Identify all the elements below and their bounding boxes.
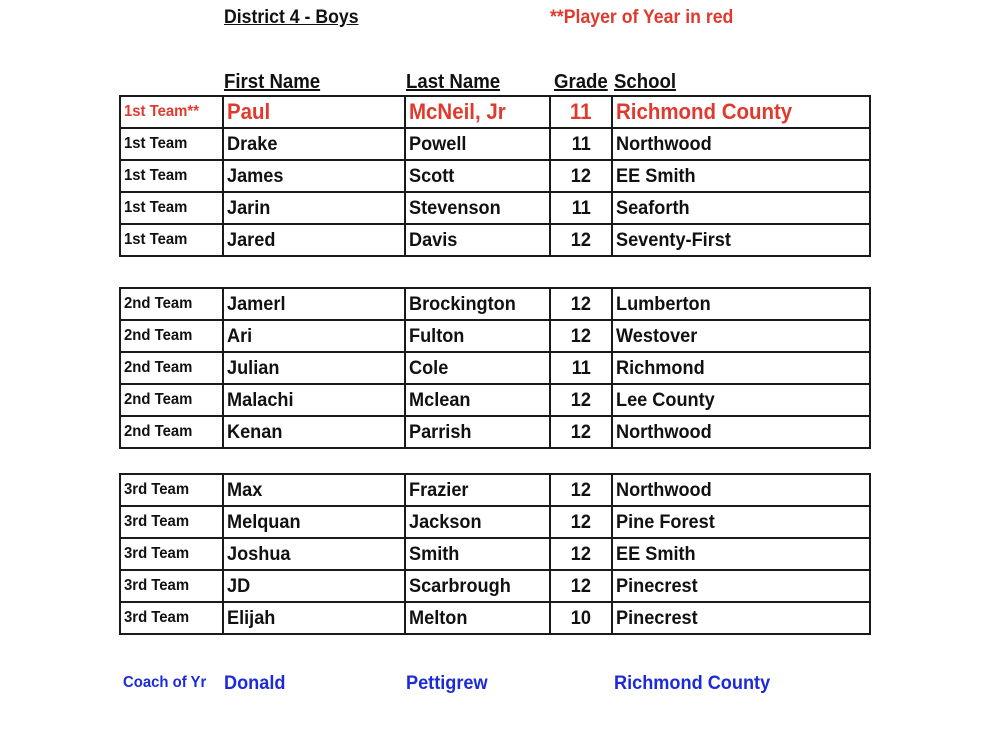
table-row bbox=[121, 159, 869, 191]
first-name-cell: Jared bbox=[222, 225, 404, 255]
school-cell: Seaforth bbox=[611, 193, 869, 223]
first-name-cell: Malachi bbox=[222, 385, 404, 415]
table-row bbox=[121, 475, 869, 505]
school-cell: Pinecrest bbox=[611, 571, 869, 601]
team-cell: 2nd Team bbox=[124, 327, 193, 344]
school-cell: Northwood bbox=[611, 417, 869, 447]
page-title: District 4 - Boys bbox=[224, 7, 359, 28]
third-team-table bbox=[119, 473, 871, 635]
grade-cell: 12 bbox=[549, 571, 611, 601]
last-name-cell: Smith bbox=[404, 539, 549, 569]
first-name-cell: Drake bbox=[222, 129, 404, 159]
first-name-cell: Joshua bbox=[222, 539, 404, 569]
team-cell: 2nd Team bbox=[124, 391, 193, 408]
table-row bbox=[121, 415, 869, 447]
second-team-table bbox=[119, 287, 871, 449]
last-name-cell: Fulton bbox=[404, 321, 549, 351]
player-of-year-row bbox=[121, 97, 869, 127]
last-name-cell: Scott bbox=[404, 161, 549, 191]
grade-cell: 12 bbox=[549, 161, 611, 191]
last-name-cell: Jackson bbox=[404, 507, 549, 537]
first-name-cell: Elijah bbox=[222, 603, 404, 633]
last-name-cell: Melton bbox=[404, 603, 549, 633]
header-last-name: Last Name bbox=[406, 71, 501, 93]
first-name-cell: Kenan bbox=[222, 417, 404, 447]
first-name-cell: James bbox=[222, 161, 404, 191]
last-name-cell: Brockington bbox=[404, 289, 549, 319]
grade-cell: 11 bbox=[549, 97, 611, 127]
coach-school: Richmond County bbox=[614, 672, 771, 694]
last-name-cell: Davis bbox=[404, 225, 549, 255]
school-cell: Richmond bbox=[611, 353, 869, 383]
grade-cell: 12 bbox=[549, 475, 611, 505]
table-row bbox=[121, 537, 869, 569]
school-cell: Richmond County bbox=[611, 97, 869, 127]
header-grade: Grade bbox=[554, 71, 608, 93]
grade-cell: 12 bbox=[549, 539, 611, 569]
table-row bbox=[121, 351, 869, 383]
first-name-cell: JD bbox=[222, 571, 404, 601]
school-cell: Pinecrest bbox=[611, 603, 869, 633]
team-cell: 1st Team bbox=[124, 135, 188, 152]
last-name-cell: Parrish bbox=[404, 417, 549, 447]
team-cell: 2nd Team bbox=[124, 295, 193, 312]
first-name-cell: Jarin bbox=[222, 193, 404, 223]
team-cell: 3rd Team bbox=[124, 577, 190, 594]
last-name-cell: Frazier bbox=[404, 475, 549, 505]
grade-cell: 12 bbox=[549, 225, 611, 255]
last-name-cell: Powell bbox=[404, 129, 549, 159]
table-row bbox=[121, 383, 869, 415]
team-cell: 1st Team bbox=[124, 167, 188, 184]
last-name-cell: Stevenson bbox=[404, 193, 549, 223]
school-cell: Pine Forest bbox=[611, 507, 869, 537]
grade-cell: 12 bbox=[549, 385, 611, 415]
grade-cell: 12 bbox=[549, 289, 611, 319]
grade-cell: 11 bbox=[549, 353, 611, 383]
coach-first-name: Donald bbox=[224, 672, 286, 694]
grade-cell: 11 bbox=[549, 193, 611, 223]
table-row bbox=[121, 569, 869, 601]
school-cell: EE Smith bbox=[611, 539, 869, 569]
table-row bbox=[121, 289, 869, 319]
last-name-cell: McNeil, Jr bbox=[404, 97, 549, 127]
table-row bbox=[121, 319, 869, 351]
coach-label: Coach of Yr bbox=[123, 674, 207, 691]
school-cell: Seventy-First bbox=[611, 225, 869, 255]
team-cell: 2nd Team bbox=[124, 359, 193, 376]
table-row bbox=[121, 505, 869, 537]
grade-cell: 10 bbox=[549, 603, 611, 633]
first-name-cell: Melquan bbox=[222, 507, 404, 537]
last-name-cell: Mclean bbox=[404, 385, 549, 415]
last-name-cell: Scarbrough bbox=[404, 571, 549, 601]
school-cell: Northwood bbox=[611, 475, 869, 505]
team-cell: 1st Team** bbox=[124, 103, 199, 120]
first-name-cell: Paul bbox=[222, 97, 404, 127]
school-cell: Westover bbox=[611, 321, 869, 351]
team-cell: 1st Team bbox=[124, 199, 188, 216]
header-school: School bbox=[614, 71, 677, 93]
grade-cell: 11 bbox=[549, 129, 611, 159]
grade-cell: 12 bbox=[549, 507, 611, 537]
team-cell: 3rd Team bbox=[124, 609, 190, 626]
first-name-cell: Jamerl bbox=[222, 289, 404, 319]
grade-cell: 12 bbox=[549, 321, 611, 351]
team-cell: 3rd Team bbox=[124, 545, 190, 562]
team-cell: 3rd Team bbox=[124, 481, 190, 498]
coach-last-name: Pettigrew bbox=[406, 672, 488, 694]
table-row bbox=[121, 601, 869, 633]
table-row bbox=[121, 223, 869, 255]
first-name-cell: Ari bbox=[222, 321, 404, 351]
team-cell: 3rd Team bbox=[124, 513, 190, 530]
team-cell: 1st Team bbox=[124, 231, 188, 248]
school-cell: Lumberton bbox=[611, 289, 869, 319]
table-row bbox=[121, 127, 869, 159]
school-cell: Lee County bbox=[611, 385, 869, 415]
grade-cell: 12 bbox=[549, 417, 611, 447]
header-first-name: First Name bbox=[224, 71, 321, 93]
first-name-cell: Max bbox=[222, 475, 404, 505]
school-cell: Northwood bbox=[611, 129, 869, 159]
table-row bbox=[121, 191, 869, 223]
last-name-cell: Cole bbox=[404, 353, 549, 383]
team-cell: 2nd Team bbox=[124, 423, 193, 440]
player-of-year-note: **Player of Year in red bbox=[550, 7, 734, 28]
school-cell: EE Smith bbox=[611, 161, 869, 191]
first-name-cell: Julian bbox=[222, 353, 404, 383]
first-team-table bbox=[119, 95, 871, 257]
